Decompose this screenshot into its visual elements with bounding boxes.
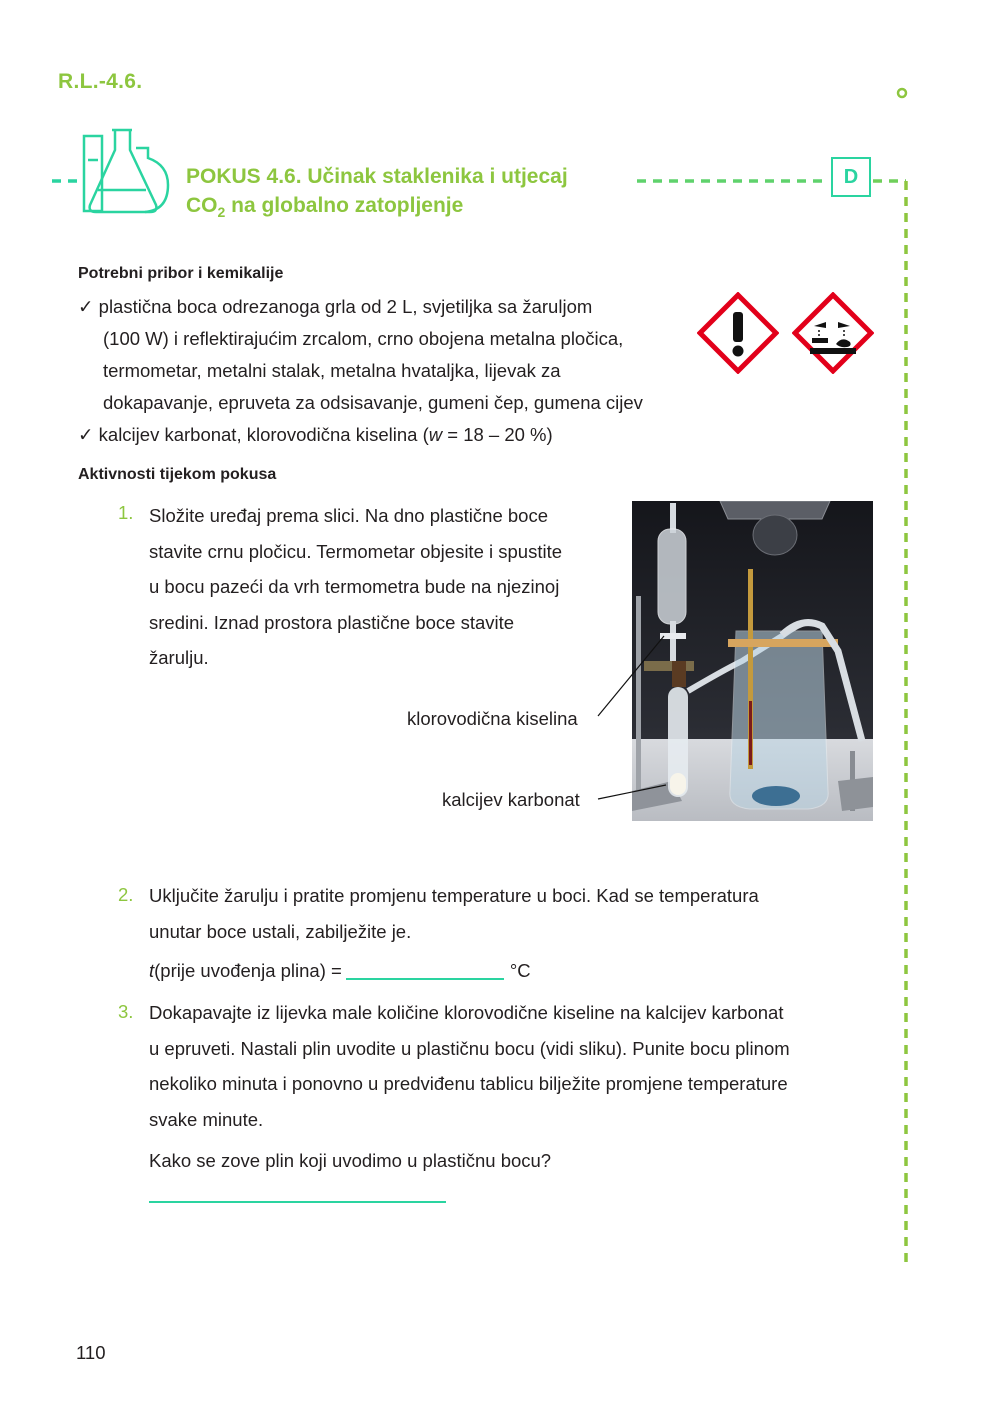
temperature-label: (prije uvođenja plina) = — [154, 960, 342, 981]
title-subscript: 2 — [217, 204, 226, 221]
step-line: u bocu pazeći da vrh termometra bude na njezinoj — [149, 576, 560, 597]
step-line: nekoliko minuta i ponovno u predviđenu tablicu bilježite promjene temperature — [149, 1073, 788, 1094]
section-code: R.L.-4.6. — [58, 70, 143, 93]
materials-heading: Potrebni pribor i kemikalije — [78, 265, 284, 282]
list-item-continuation: (100 W) i reflektirajućim zrcalom, crno obojena metalna pločica, — [103, 328, 624, 349]
page-number: 110 — [76, 1342, 106, 1363]
temperature-answer — [149, 960, 531, 982]
step-line: Dokapavajte iz lijevka male količine klorovodične kiseline na kalcijev karbonat — [149, 1002, 784, 1023]
step-line: Uključite žarulju i pratite promjenu temperature u boci. Kad se temperatura — [149, 885, 759, 906]
step-number: 1. — [118, 502, 134, 523]
step-line: unutar boce ustali, zabilježite je. — [149, 920, 412, 942]
temperature-blank-field[interactable] — [346, 960, 504, 980]
step-line: Složite uređaj prema slici. Na dno plastične boce — [149, 505, 548, 526]
label-calcium-carbonate: kalcijev karbonat — [442, 789, 580, 810]
title-line-1: POKUS 4.6. Učinak staklenika i utjecaj — [186, 165, 568, 188]
step-line: u epruveti. Nastali plin uvodite u plastičnu bocu (vidi sliku). Punite bocu plinom — [149, 1037, 790, 1059]
material-line: plastična boca odrezanoga grla od 2 L, svjetiljka sa žaruljom — [98, 296, 593, 317]
step-line: svake minute. — [149, 1108, 264, 1130]
title-co: CO — [186, 194, 218, 217]
list-item-continuation: dokapavanje, epruveta za odsisavanje, gumeni čep, gumena cijev — [103, 392, 643, 413]
check-icon: ✓ — [78, 424, 94, 445]
step-number: 2. — [118, 884, 134, 905]
step-number: 3. — [118, 1001, 134, 1022]
answer-blank-field[interactable] — [149, 1201, 446, 1203]
step-line: sredini. Iznad prostora plastične boce stavite — [149, 611, 515, 633]
list-item-continuation: termometar, metalni stalak, metalna hvataljka, lijevak za — [103, 360, 561, 381]
step-line: stavite crnu pločicu. Termometar objesite i spustite — [149, 540, 563, 562]
temperature-symbol: t — [149, 960, 155, 981]
step-3-text — [149, 995, 869, 1137]
activities-heading: Aktivnosti tijekom pokusa — [78, 466, 277, 483]
mass-fraction-symbol: w — [428, 424, 443, 445]
check-icon: ✓ — [78, 296, 94, 317]
difficulty-badge: D — [831, 157, 871, 197]
temperature-unit: °C — [509, 960, 531, 981]
step-2-text — [149, 878, 869, 949]
step-line: žarulju. — [149, 647, 209, 668]
gas-question: Kako se zove plin koji uvodimo u plastičnu bocu? — [149, 1150, 552, 1171]
material-line: kalcijev karbonat, klorovodična kiselina (w = 18 – 20 %) — [98, 424, 553, 445]
title-rest: na globalno zatopljenje — [225, 194, 464, 217]
label-hydrochloric-acid: klorovodična kiselina — [407, 708, 578, 729]
